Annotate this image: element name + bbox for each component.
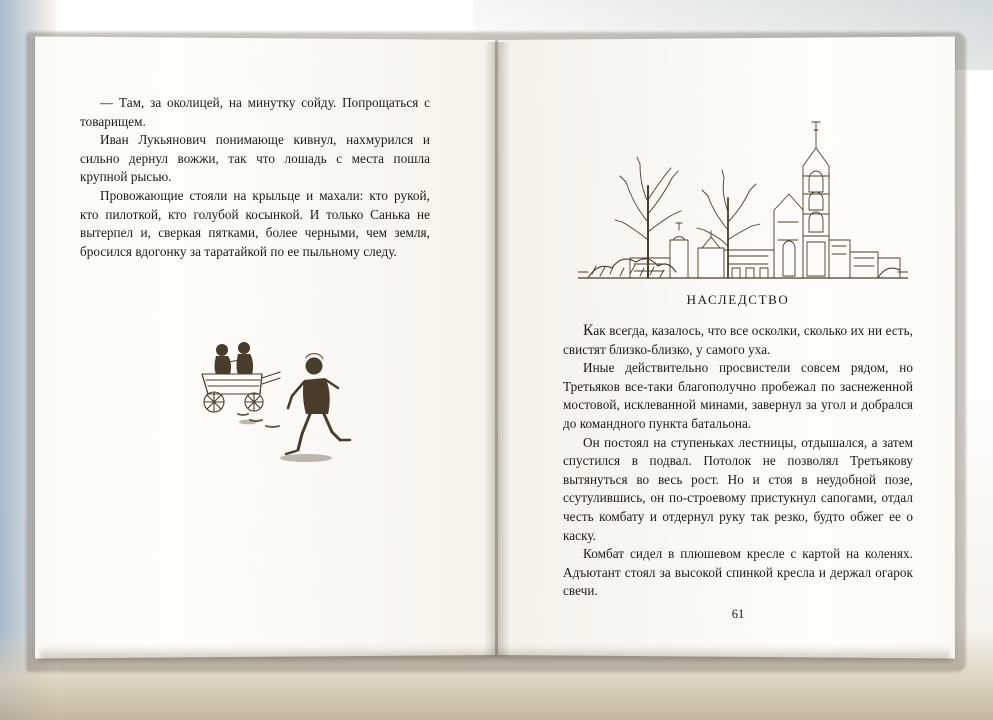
paragraph: Провожающие стояли на крыльце и махали: кто рукой, кто пилоткой, кто голубой косынкой. И только Санька не вытерпел и, сверкая пятками, более черными, чем земля, бросился вдогонку за таратайкой по ее пыльному следу. <box>80 187 430 259</box>
paragraph: Он постоял на ступеньках лестницы, отдышался, а затем спустился в подвал. Потолок не позволял Третьякову вытянуться во весь рост. Но и стоя в неудобной позе, ссутулившись, он по-строевому пристукнул сапогами, отдал честь комбату и отдернул руку так резко, будто обжег ее о каску. <box>563 434 913 543</box>
chapter-title: НАСЛЕДСТВО <box>686 292 790 307</box>
paragraph: Как всегда, казалось, что все осколки, сколько их ни есть, свистят близко-близко, у самого уха. <box>563 322 913 357</box>
open-book <box>18 22 973 677</box>
town-with-bell-tower-illustration <box>578 90 908 280</box>
page-number: 61 <box>731 607 745 621</box>
left-page-text-column <box>80 94 430 261</box>
page-bottom-shadow <box>40 646 950 660</box>
right-page-text-column <box>563 322 913 601</box>
paragraph: Иван Лукьянович понимающе кивнул, нахмурился и сильно дернул вожжи, так что лошадь с места пошла крупной рысью. <box>80 132 430 185</box>
paragraph: — Там, за околицей, на минутку сойду. Попрощаться с товарищем. <box>80 95 430 129</box>
paragraph: Комбат сидел в плюшевом кресле с картой на коленях. Адъютант стоял за высокой спинкой кресла и держал огарок свечи. <box>563 546 913 599</box>
boy-running-after-cart-illustration <box>188 322 378 472</box>
paragraph: Иные действительно просвистели совсем рядом, но Третьяков все-таки благополучно пробежал по заснеженной мостовой, исклеванной минами, завернул за угол и добрался до командного пункта батальона. <box>563 360 913 431</box>
